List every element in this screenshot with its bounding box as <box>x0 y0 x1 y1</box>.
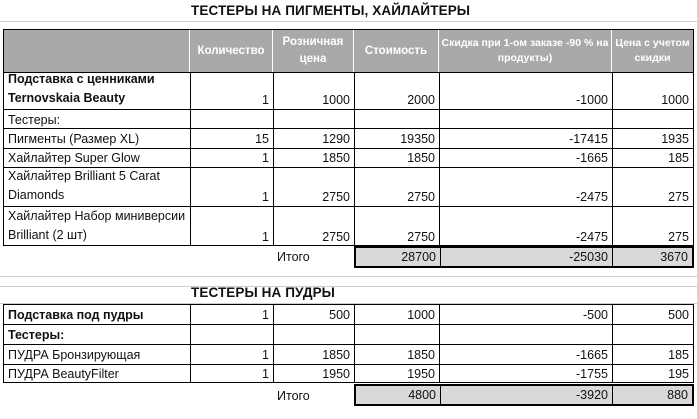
row-retail: 2750 <box>322 230 350 244</box>
row-retail: 2750 <box>322 190 350 204</box>
total-label: Итого <box>277 250 310 264</box>
row-cost: 2750 <box>407 230 435 244</box>
row-discount: -2475 <box>576 190 608 204</box>
total-net: 3670 <box>612 246 694 268</box>
total-discount: -25030 <box>440 246 612 268</box>
row-net: 275 <box>668 190 689 204</box>
row-name: Тестеры: <box>8 328 65 342</box>
row-net: 195 <box>668 367 689 381</box>
row-cost: 1000 <box>407 308 435 322</box>
table-row <box>0 206 697 246</box>
row-name: Подставка под пудры <box>8 308 144 322</box>
total-cost: 4800 <box>354 384 440 406</box>
header-net: Цена с учетом скидки <box>612 30 693 72</box>
row-cost: 2000 <box>407 93 435 107</box>
row-discount: -1665 <box>576 348 608 362</box>
row-retail: 1950 <box>322 367 350 381</box>
row-discount: -500 <box>582 308 608 322</box>
total-cost: 28700 <box>354 246 440 268</box>
row-name: Тестеры: <box>8 113 61 127</box>
row-cost: 1950 <box>407 367 435 381</box>
section2-title: ТЕСТЕРЫ НА ПУДРЫ <box>191 285 335 300</box>
table-row <box>0 324 697 344</box>
header-discount: Скидка при 1-ом заказе -90 % на продукты) <box>439 30 612 72</box>
total-discount: -3920 <box>440 384 612 406</box>
table-row <box>0 148 697 167</box>
row-retail: 1290 <box>322 132 350 146</box>
row-cost: 1850 <box>407 151 435 165</box>
table-row <box>0 72 697 109</box>
row-name: ПУДРА BeautyFilter <box>8 367 119 381</box>
row-name: Хайлайтер Brilliant 5 Carat Diamonds <box>8 169 160 202</box>
row-cost: 1850 <box>407 348 435 362</box>
row-qty: 1 <box>262 93 269 107</box>
table-row <box>0 128 697 148</box>
row-qty: 1 <box>262 230 269 244</box>
header-retail: Розничная цена <box>273 30 354 72</box>
row-name: Хайлайтер Super Glow <box>8 151 140 165</box>
table-row <box>0 364 697 383</box>
row-net: 1000 <box>661 93 689 107</box>
row-retail: 1850 <box>322 348 350 362</box>
row-cost: 19350 <box>400 132 435 146</box>
total-net: 880 <box>612 384 694 406</box>
row-retail: 1000 <box>322 93 350 107</box>
row-qty: 1 <box>262 190 269 204</box>
table-row <box>0 304 697 324</box>
row-name: Хайлайтер Набор миниверсии Brilliant (2 шт) <box>8 209 186 242</box>
row-discount: -1755 <box>576 367 608 381</box>
row-qty: 1 <box>262 367 269 381</box>
row-discount: -1000 <box>576 93 608 107</box>
row-net: 275 <box>668 230 689 244</box>
row-discount: -17415 <box>569 132 608 146</box>
row-qty: 1 <box>262 151 269 165</box>
row-cost: 2750 <box>407 190 435 204</box>
row-discount: -1665 <box>576 151 608 165</box>
row-net: 185 <box>668 151 689 165</box>
row-net: 1935 <box>661 132 689 146</box>
row-name: Пигменты (Размер XL) <box>8 132 140 146</box>
row-qty: 15 <box>255 132 269 146</box>
row-net: 500 <box>668 308 689 322</box>
section1-title: ТЕСТЕРЫ НА ПИГМЕНТЫ, ХАЙЛАЙТЕРЫ <box>191 3 471 18</box>
header-qty: Количество <box>190 30 273 72</box>
header-cost: Стоимость <box>354 30 439 72</box>
table-row <box>0 109 697 128</box>
row-retail: 500 <box>329 308 350 322</box>
table-row <box>0 167 697 206</box>
table-row <box>0 344 697 364</box>
row-name: ПУДРА Бронзирующая <box>8 348 141 362</box>
total-label: Итого <box>277 389 310 403</box>
row-retail: 1850 <box>322 151 350 165</box>
row-qty: 1 <box>262 308 269 322</box>
row-name: Подставка с ценниками Ternovskaia Beauty <box>8 72 155 105</box>
row-net: 185 <box>668 348 689 362</box>
row-qty: 1 <box>262 348 269 362</box>
row-discount: -2475 <box>576 230 608 244</box>
